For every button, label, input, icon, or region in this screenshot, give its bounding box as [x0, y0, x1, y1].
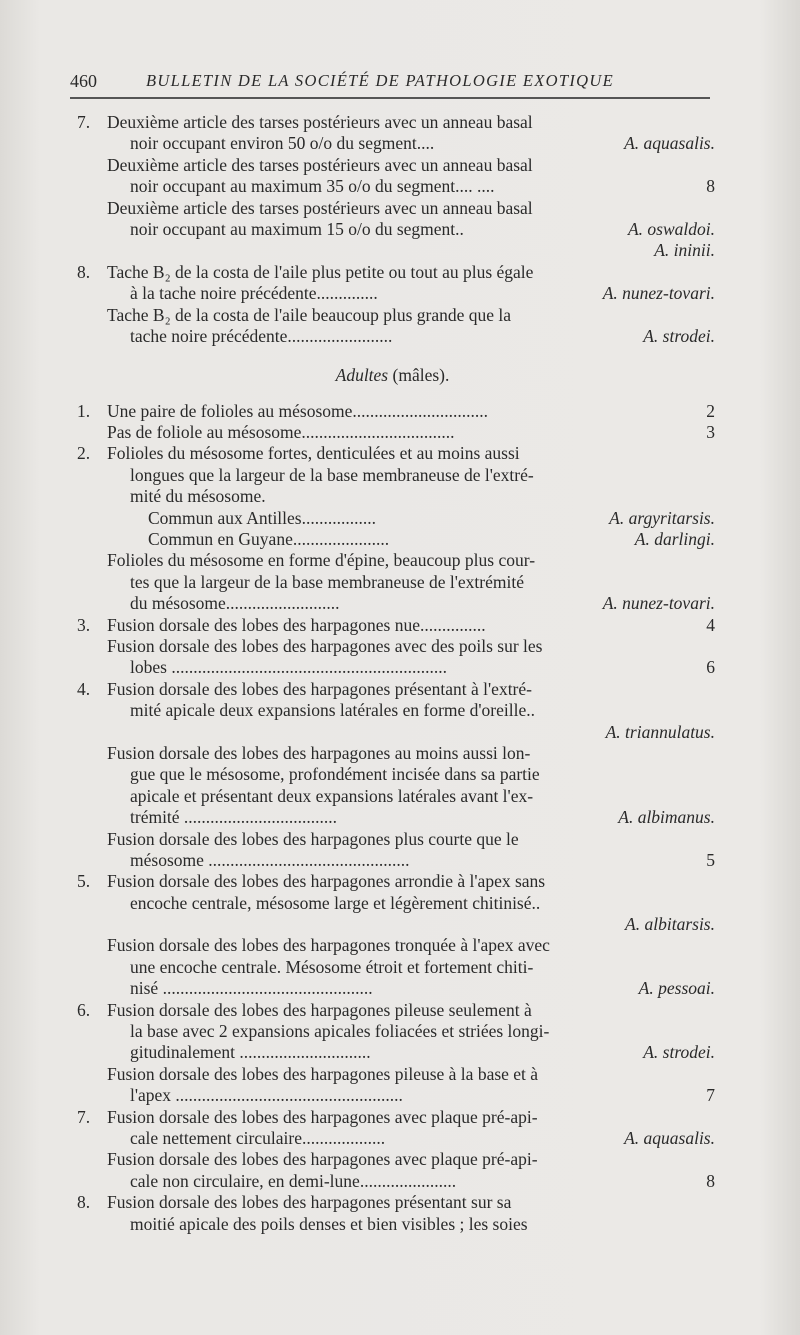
key-text: Commun en Guyane...................... [148, 529, 390, 550]
species-result: A. nunez-tovari. [602, 593, 715, 614]
males-line [70, 1192, 715, 1213]
males-line [70, 1128, 715, 1149]
key-text: cale nettement circulaire................... [130, 1127, 386, 1148]
males-line [70, 914, 715, 935]
key-text: mésosome .............................................. [130, 849, 410, 870]
key-text: noir occupant au maximum 15 o/o du segment.. [130, 218, 464, 239]
key7-line [70, 155, 715, 176]
key-content [70, 112, 715, 1235]
key-text: noir occupant au maximum 35 o/o du segment.... .... [130, 176, 495, 197]
couplet-number: 6. [77, 999, 91, 1020]
section-title [70, 365, 715, 386]
spacer [70, 387, 715, 401]
males-line [70, 679, 715, 700]
key-text: Fusion dorsale des lobes des harpagones plus courte que le [107, 828, 519, 849]
key8-line [70, 305, 715, 326]
key-text: gitudinalement .............................. [130, 1042, 371, 1063]
males-line [70, 1171, 715, 1192]
males-line [70, 978, 715, 999]
males-line [70, 508, 715, 529]
couplet-reference: 5 [706, 849, 715, 870]
key7-line [70, 112, 715, 133]
males-line [70, 850, 715, 871]
species-result: A. albitarsis. [625, 914, 715, 935]
key-text: trémité ................................... [130, 807, 338, 828]
males-line [70, 1021, 715, 1042]
spacer [70, 347, 715, 365]
key7-line [70, 133, 715, 154]
males-line [70, 1085, 715, 1106]
couplet-reference: 8 [706, 176, 715, 197]
couplet-number: 7. [77, 112, 91, 132]
key-text: Fusion dorsale des lobes des harpagones avec plaque pré-api- [107, 1149, 538, 1170]
species-result: A. ininii. [654, 240, 715, 261]
key-text: Folioles du mésosome fortes, denticulées et au moins aussi [107, 443, 520, 464]
males-line [70, 550, 715, 571]
key7-line [70, 198, 715, 219]
couplet-number: 7. [77, 1106, 91, 1127]
key-text: Tache B₂ de la costa de l'aile plus petite ou tout au plus égale [107, 261, 534, 282]
key-text: moitié apicale des poils denses et bien visibles ; les soies [130, 1213, 528, 1234]
couplet-reference: 4 [706, 614, 715, 635]
males-line [70, 1000, 715, 1021]
key-text: du mésosome.......................... [130, 593, 340, 614]
species-result: A. darlingi. [634, 529, 715, 550]
males-line [70, 935, 715, 956]
couplet-reference: 3 [706, 422, 715, 443]
males-line [70, 1064, 715, 1085]
key-text: Pas de foliole au mésosome................................... [107, 422, 455, 443]
key-text: Fusion dorsale des lobes des harpagones pileuse seulement à [107, 999, 532, 1020]
key-text: mité apicale deux expansions latérales en forme d'oreille.. [130, 700, 536, 721]
key-text: Fusion dorsale des lobes des harpagones au moins aussi lon- [107, 742, 531, 763]
key-text: tes que la largeur de la base membraneuse de l'extrémité [130, 571, 524, 592]
key-text: gue que le mésosome, profondément incisée dans sa partie [130, 764, 540, 785]
males-line [70, 422, 715, 443]
key-text: Deuxième article des tarses postérieurs avec un anneau basal [107, 112, 533, 132]
males-line [70, 1107, 715, 1128]
couplet-number: 8. [77, 261, 91, 282]
key7-line [70, 219, 715, 240]
key-text: Une paire de folioles au mésosome............................... [107, 400, 489, 421]
page-number: 460 [70, 71, 97, 91]
key-text: Fusion dorsale des lobes des harpagones présentant sur sa [107, 1192, 512, 1213]
species-result: A. strodei. [643, 1042, 715, 1063]
species-result: A. oswaldoi. [627, 218, 715, 239]
key-text: Deuxième article des tarses postérieurs avec un anneau basal [107, 154, 533, 175]
key-text: encoche centrale, mésosome large et légèrement chitinisé.. [130, 892, 541, 913]
key-text: Fusion dorsale des lobes des harpagones arrondie à l'apex sans [107, 871, 546, 892]
key8-line [70, 283, 715, 304]
males-line [70, 529, 715, 550]
males-line [70, 593, 715, 614]
males-line [70, 1214, 715, 1235]
males-line [70, 893, 715, 914]
key8-line [70, 262, 715, 283]
males-line [70, 486, 715, 507]
key7-line [70, 240, 715, 261]
species-result: A. triannulatus. [605, 721, 715, 742]
key-text: mité du mésosome. [130, 486, 266, 507]
males-line [70, 764, 715, 785]
key-text: noir occupant environ 50 o/o du segment.... [130, 133, 435, 154]
males-line [70, 465, 715, 486]
key-text: Folioles du mésosome en forme d'épine, beaucoup plus cour- [107, 550, 536, 571]
males-line [70, 443, 715, 464]
key-text: Tache B₂ de la costa de l'aile beaucoup plus grande que la [107, 304, 512, 325]
running-head: BULLETIN DE LA SOCIÉTÉ DE PATHOLOGIE EXOTIQUE [146, 71, 614, 90]
couplet-reference: 6 [706, 657, 715, 678]
males-line [70, 636, 715, 657]
males-line [70, 722, 715, 743]
key-text: la base avec 2 expansions apicales foliacées et striées longi- [130, 1021, 550, 1042]
key-text: Deuxième article des tarses postérieurs avec un anneau basal [107, 197, 533, 218]
males-line [70, 957, 715, 978]
key-text: Fusion dorsale des lobes des harpagones avec plaque pré-api- [107, 1106, 538, 1127]
key-text: lobes ............................................................... [130, 657, 447, 678]
couplet-number: 3. [77, 614, 91, 635]
key-text: Fusion dorsale des lobes des harpagones nue............... [107, 614, 486, 635]
couplet-number: 2. [77, 443, 91, 464]
key-text: Commun aux Antilles................. [148, 507, 376, 528]
couplet-number: 5. [77, 871, 91, 892]
key-text: Fusion dorsale des lobes des harpagones tronquée à l'apex avec [107, 935, 550, 956]
males-line [70, 700, 715, 721]
males-line [70, 401, 715, 422]
species-result: A. argyritarsis. [609, 507, 715, 528]
key-text: cale non circulaire, en demi-lune...................... [130, 1170, 457, 1191]
key-text: Fusion dorsale des lobes des harpagones avec des poils sur les [107, 635, 543, 656]
males-line [70, 807, 715, 828]
key-text: longues que la largeur de la base membraneuse de l'extré- [130, 464, 534, 485]
couplet-reference: 2 [706, 400, 715, 421]
males-line [70, 871, 715, 892]
males-line [70, 786, 715, 807]
couplet-reference: 8 [706, 1170, 715, 1191]
couplet-reference: 7 [706, 1085, 715, 1106]
key8-line [70, 326, 715, 347]
key-text: Fusion dorsale des lobes des harpagones pileuse à la base et à [107, 1063, 539, 1084]
males-line [70, 1042, 715, 1063]
males-line [70, 743, 715, 764]
males-line [70, 572, 715, 593]
couplet-number: 4. [77, 678, 91, 699]
key-text: apicale et présentant deux expansions latérales avant l'ex- [130, 785, 534, 806]
species-result: A. nunez-tovari. [602, 283, 715, 304]
key-text: nisé ................................................ [130, 978, 373, 999]
couplet-number: 1. [77, 400, 91, 421]
species-result: A. albimanus. [618, 807, 715, 828]
key-text: l'apex .................................................... [130, 1085, 403, 1106]
males-line [70, 615, 715, 636]
section-title-rest: (mâles). [388, 365, 450, 386]
key-text: Fusion dorsale des lobes des harpagones présentant à l'extré- [107, 678, 532, 699]
males-line [70, 829, 715, 850]
key-text: tache noire précédente........................ [130, 325, 393, 346]
species-result: A. aquasalis. [624, 133, 715, 154]
males-line [70, 657, 715, 678]
species-result: A. pessoai. [638, 978, 715, 999]
section-title-italic: Adultes [335, 365, 389, 386]
key-text: à la tache noire précédente.............. [130, 283, 378, 304]
key-text: une encoche centrale. Mésosome étroit et fortement chiti- [130, 956, 534, 977]
males-line [70, 1149, 715, 1170]
species-result: A. strodei. [643, 325, 715, 346]
species-result: A. aquasalis. [624, 1127, 715, 1148]
couplet-number: 8. [77, 1192, 91, 1213]
key7-line [70, 176, 715, 197]
page-header [70, 71, 710, 99]
